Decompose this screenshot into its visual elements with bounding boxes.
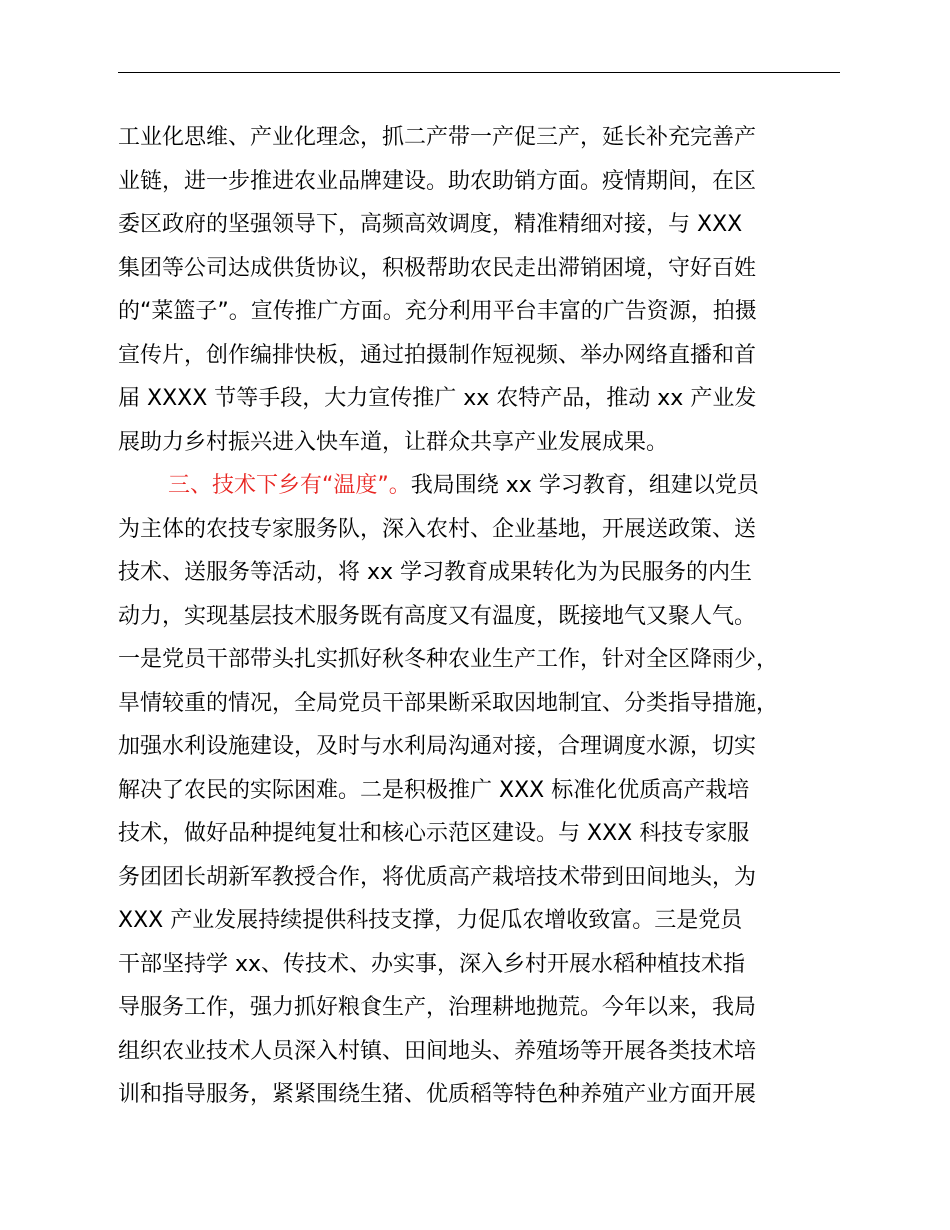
text-line: 工业化思维、产业化理念，抓二产带一产促三产，延长补充完善产 <box>118 125 757 150</box>
text-line: 动力，实现基层技术服务既有高度又有温度，既接地气又聚人气。 <box>118 603 757 629</box>
text-line: 务团团长胡新军教授合作，将优质高产栽培技术带到田间地头，为 <box>118 864 757 890</box>
text-line: 集团等公司达成供货协议，积极帮助农民走出滞销困境，守好百姓 <box>118 255 757 281</box>
text-line: 业链，进一步推进农业品牌建设。助农助销方面。疫情期间，在区 <box>118 168 757 194</box>
section-intro-text: 我局围绕 xx 学习教育，组建以党员 <box>410 473 759 498</box>
text-line: 的“菜篮子”。宣传推广方面。充分利用平台丰富的广告资源，拍摄 <box>118 299 757 324</box>
text-line: 旱情较重的情况，全局党员干部果断采取因地制宜、分类指导措施， <box>118 690 779 716</box>
document-body <box>118 116 860 1117</box>
text-line: 宣传片，创作编排快板，通过拍摄制作短视频、举办网络直播和首 <box>118 342 757 368</box>
text-line: 组织农业技术人员深入村镇、田间地头、养殖场等开展各类技术培 <box>118 1038 757 1064</box>
text-line: 一是党员干部带头扎实抓好秋冬种农业生产工作，针对全区降雨少， <box>118 647 779 672</box>
text-line: 导服务工作，强力抓好粮食生产，治理耕地抛荒。今年以来，我局 <box>118 995 757 1020</box>
text-line: 为主体的农技专家服务队，深入农村、企业基地，开展送政策、送 <box>118 516 757 542</box>
text-line: 委区政府的坚强领导下，高频高效调度，精准精细对接，与 XXX <box>118 212 743 237</box>
text-line: 技术、送服务等活动，将 xx 学习教育成果转化为为民服务的内生 <box>118 560 753 585</box>
text-line: 技术，做好品种提纯复壮和核心示范区建设。与 XXX 科技专家服 <box>118 821 750 846</box>
section-heading: 三、技术下乡有“温度”。 <box>168 473 411 498</box>
section-heading-line <box>118 464 860 508</box>
text-line: 干部坚持学 xx、传技术、办实事，深入乡村开展水稻种植技术指 <box>118 951 746 977</box>
text-line: 展助力乡村振兴进入快车道，让群众共享产业发展成果。 <box>118 429 669 455</box>
text-line: 加强水利设施建设，及时与水利局沟通对接，合理调度水源，切实 <box>118 734 757 759</box>
text-line: 届 XXXX 节等手段，大力宣传推广 xx 农特产品，推动 xx 产业发 <box>118 386 757 411</box>
header-rule <box>118 72 840 73</box>
text-line: 解决了农民的实际困难。二是积极推广 XXX 标准化优质高产栽培 <box>118 777 750 803</box>
text-line: 训和指导服务，紧紧围绕生猪、优质稻等特色种养殖产业方面开展 <box>118 1082 757 1107</box>
text-line: XXX 产业发展持续提供科技支撑，力促瓜农增收致富。三是党员 <box>118 908 743 933</box>
